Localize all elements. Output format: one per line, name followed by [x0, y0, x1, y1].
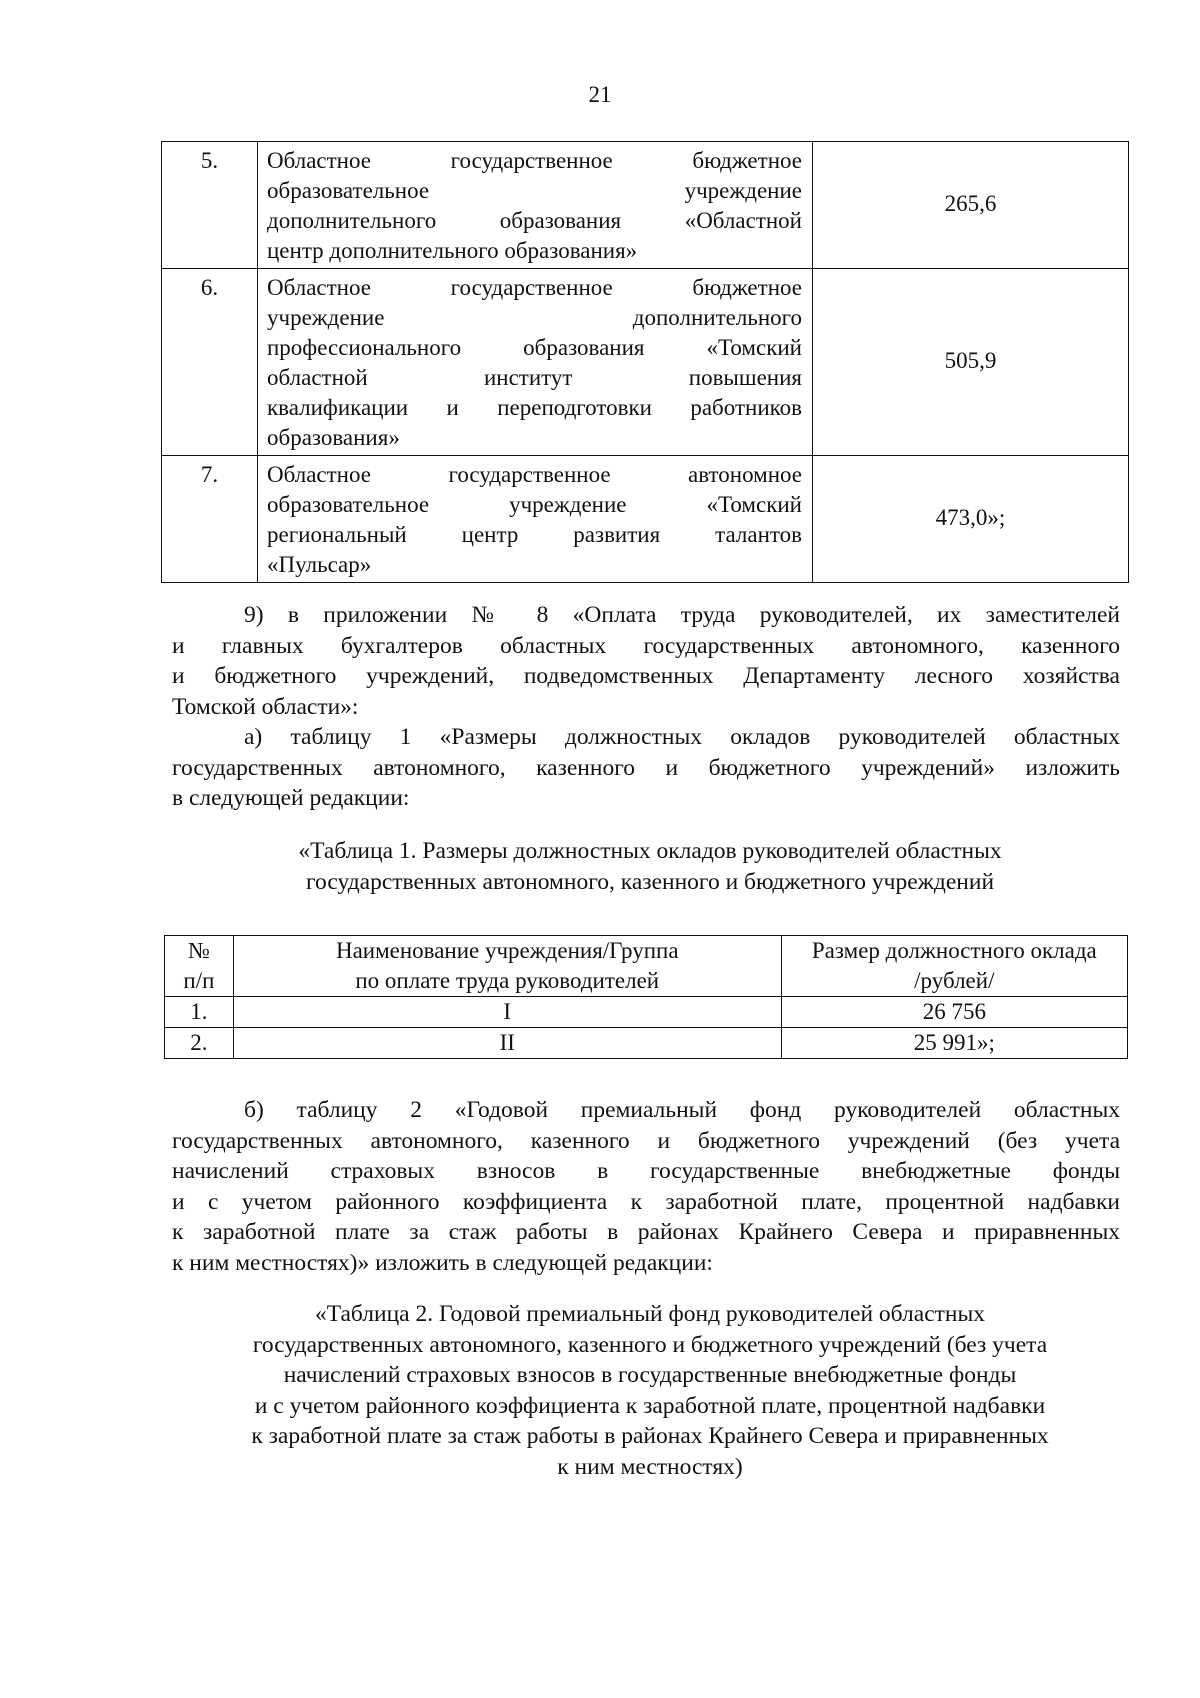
- institution-name: [258, 456, 813, 583]
- row-value: 473,0»;: [813, 456, 1129, 583]
- paragraph-a: [172, 722, 1120, 814]
- row-salary: 26 756: [781, 997, 1127, 1028]
- institution-name: [258, 142, 813, 269]
- row-group: II: [233, 1028, 781, 1059]
- row-salary: 25 991»;: [781, 1028, 1127, 1059]
- caption-line: «Таблица 1. Размеры должностных окладов руководителей областных: [298, 838, 1002, 864]
- header-line: №: [187, 938, 210, 963]
- row-value: 505,9: [813, 269, 1129, 456]
- table-row: [162, 269, 1129, 456]
- name-line: центр дополнительного образования»: [267, 238, 638, 263]
- text-line: Томской области»:: [172, 693, 359, 720]
- text-line: начислений страховых взносов в государственные внебюджетные фонды: [172, 1158, 1120, 1184]
- table-row: [165, 1028, 1128, 1059]
- row-number: 5.: [162, 142, 258, 269]
- row-number: 2.: [165, 1028, 234, 1059]
- text-line: к заработной плате за стаж работы в районах Крайнего Севера и приравненных: [172, 1219, 1120, 1245]
- header-line: /рублей/: [914, 968, 995, 993]
- name-line: областной институт повышения: [267, 365, 802, 390]
- continuation-table: [161, 141, 1129, 583]
- header-number: [165, 936, 234, 997]
- name-line: учреждение дополнительного: [267, 305, 802, 330]
- text-line: б) таблицу 2 «Годовой премиальный фонд руководителей областных: [244, 1097, 1120, 1123]
- row-group: I: [233, 997, 781, 1028]
- table-header-row: [165, 936, 1128, 997]
- text-line: 9) в приложении № 8 «Оплата труда руководителей, их заместителей: [244, 602, 1120, 628]
- name-line: образовательное учреждение «Томский: [267, 492, 802, 517]
- caption-line: «Таблица 2. Годовой премиальный фонд руководителей областных: [314, 1301, 986, 1327]
- text-line: в следующей редакции:: [172, 785, 410, 811]
- caption-line: к заработной плате за стаж работы в районах Крайнего Севера и приравненных: [251, 1423, 1049, 1449]
- name-line: Областное государственное бюджетное: [267, 148, 802, 173]
- caption-line: и с учетом районного коэффициента к заработной плате, процентной надбавки: [254, 1392, 1046, 1419]
- name-line: квалификации и переподготовки работников: [267, 395, 802, 420]
- name-line: Областное государственное автономное: [267, 462, 802, 487]
- row-value: 265,6: [813, 142, 1129, 269]
- salary-table: [164, 935, 1128, 1059]
- table2-caption: [160, 1299, 1140, 1482]
- table1-caption: [160, 836, 1140, 897]
- table-row: [162, 142, 1129, 269]
- caption-line: государственных автономного, казенного и бюджетного учреждений: [305, 868, 995, 895]
- name-line: образовательное учреждение: [267, 178, 802, 203]
- header-line: Размер должностного оклада: [811, 938, 1097, 963]
- text-line: государственных автономного, казенного и бюджетного учреждений» изложить: [172, 754, 1120, 781]
- caption-line: начислений страховых взносов в государственные внебюджетные фонды: [283, 1362, 1017, 1388]
- header-salary: [781, 936, 1127, 997]
- row-number: 7.: [162, 456, 258, 583]
- name-line: дополнительного образования «Областной: [267, 208, 802, 233]
- text-line: к ним местностях)» изложить в следующей редакции:: [172, 1249, 713, 1276]
- text-line: государственных автономного, казенного и бюджетного учреждений (без учета: [172, 1127, 1120, 1154]
- name-line: профессионального образования «Томский: [267, 335, 802, 360]
- row-number: 1.: [165, 997, 234, 1028]
- header-line: по оплате труда руководителей: [355, 968, 660, 993]
- header-line: Наименование учреждения/Группа: [335, 938, 679, 963]
- page-number: 21: [588, 82, 612, 107]
- row-number: 6.: [162, 269, 258, 456]
- table-row: [165, 997, 1128, 1028]
- name-line: образования»: [267, 425, 400, 450]
- paragraph-b: [172, 1095, 1120, 1278]
- name-line: Областное государственное бюджетное: [267, 275, 802, 300]
- caption-line: к ним местностях): [557, 1453, 743, 1480]
- text-line: и главных бухгалтеров областных государственных автономного, казенного: [172, 632, 1120, 659]
- text-line: и с учетом районного коэффициента к заработной плате, процентной надбавки: [172, 1188, 1120, 1215]
- table-row: [162, 456, 1129, 583]
- name-line: «Пульсар»: [267, 552, 372, 577]
- paragraph-9: [172, 600, 1120, 722]
- text-line: а) таблицу 1 «Размеры должностных окладов руководителей областных: [244, 724, 1120, 750]
- text-line: и бюджетного учреждений, подведомственных Департаменту лесного хозяйства: [172, 663, 1120, 689]
- institution-name: [258, 269, 813, 456]
- header-institution-group: [233, 936, 781, 997]
- header-line: п/п: [183, 968, 215, 993]
- caption-line: государственных автономного, казенного и бюджетного учреждений (без учета: [252, 1331, 1048, 1358]
- name-line: региональный центр развития талантов: [267, 522, 802, 547]
